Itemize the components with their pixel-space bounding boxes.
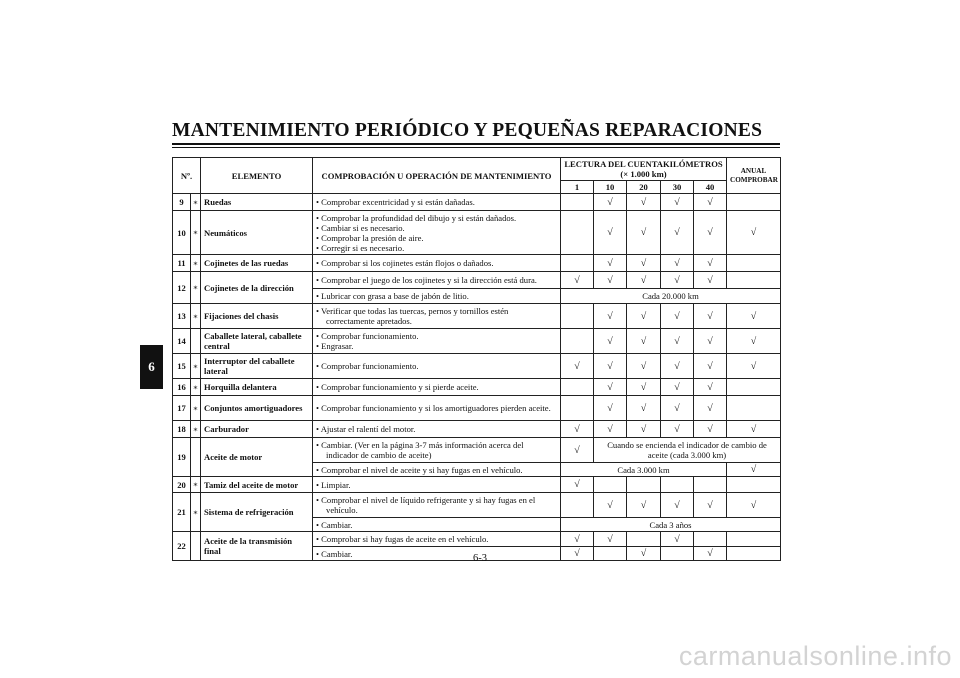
table-row [173, 329, 781, 354]
interval-check-cell: √ [627, 211, 661, 255]
operation-line: • Corregir si es necesario. [316, 243, 405, 254]
interval-check-cell [561, 211, 594, 255]
header-element: ELEMENTO [201, 158, 313, 194]
interval-check-cell [594, 477, 627, 493]
annual-check-cell [727, 532, 781, 547]
interval-check-cell: √ [661, 532, 694, 547]
item-number: 10 [173, 211, 191, 255]
table-row [173, 438, 781, 463]
interval-span-note: Cada 20.000 km [561, 289, 781, 304]
interval-check-cell [561, 255, 594, 272]
table-row [173, 493, 781, 518]
header-no: Nº. [173, 158, 201, 194]
check-operation [313, 477, 561, 493]
interval-check-cell: √ [661, 421, 694, 438]
header-check: COMPROBACIÓN U OPERACIÓN DE MANTENIMIENTO [313, 158, 561, 194]
item-number: 17 [173, 396, 191, 421]
interval-check-cell: √ [627, 354, 661, 379]
interval-check-cell: √ [661, 329, 694, 354]
header-km-40: 40 [694, 181, 727, 194]
star-mark: ∗ [191, 379, 201, 396]
item-element: Caballete lateral, caballete central [201, 329, 313, 354]
interval-check-cell: √ [694, 194, 727, 211]
check-operation [313, 354, 561, 379]
item-number: 14 [173, 329, 191, 354]
interval-check-cell: √ [594, 194, 627, 211]
annual-check-cell: √ [727, 493, 781, 518]
header-km-20: 20 [627, 181, 661, 194]
check-operation [313, 379, 561, 396]
check-operation [313, 532, 561, 547]
item-number: 9 [173, 194, 191, 211]
item-element: Horquilla delantera [201, 379, 313, 396]
interval-check-cell [694, 477, 727, 493]
operation-line: • Cambiar. [316, 519, 353, 530]
interval-check-cell: √ [694, 329, 727, 354]
interval-span-note: Cada 3.000 km [561, 463, 727, 477]
operation-line: • Comprobar la profundidad del dibujo y si están dañados. [316, 212, 517, 223]
interval-check-cell: √ [594, 255, 627, 272]
star-mark: ∗ [191, 194, 201, 211]
interval-check-cell: √ [627, 272, 661, 289]
interval-check-cell: √ [561, 354, 594, 379]
interval-check-cell: √ [561, 477, 594, 493]
interval-check-cell [627, 532, 661, 547]
interval-check-cell: √ [627, 493, 661, 518]
item-number: 11 [173, 255, 191, 272]
interval-check-cell: √ [661, 493, 694, 518]
item-number: 18 [173, 421, 191, 438]
chapter-tab: 6 [140, 345, 163, 389]
interval-check-cell [561, 493, 594, 518]
interval-check-cell: √ [694, 272, 727, 289]
table-row [173, 421, 781, 438]
star-mark: ∗ [191, 255, 201, 272]
annual-check-cell: √ [727, 463, 781, 477]
table-row [173, 477, 781, 493]
check-operation [313, 211, 561, 255]
table-row [173, 194, 781, 211]
table-row [173, 211, 781, 255]
header-odometer-unit: (× 1.000 km) [620, 169, 667, 180]
interval-check-cell: √ [694, 396, 727, 421]
interval-check-cell: √ [594, 354, 627, 379]
item-number: 16 [173, 379, 191, 396]
operation-line: • Verificar que todas las tuercas, pernos y tornillos estén correctamente apretados. [316, 306, 509, 327]
annual-check-cell [727, 255, 781, 272]
interval-check-cell: √ [627, 255, 661, 272]
maintenance-table [172, 157, 781, 561]
interval-check-cell: √ [594, 421, 627, 438]
check-operation [313, 289, 561, 304]
operation-line: • Comprobar el nivel de aceite y si hay fugas en el vehículo. [316, 464, 523, 475]
table-row [173, 379, 781, 396]
interval-check-cell: √ [594, 329, 627, 354]
operation-line: • Cambiar si es necesario. [316, 222, 405, 233]
title-rule-thin [172, 147, 780, 148]
item-number: 22 [173, 532, 191, 561]
page-title: MANTENIMIENTO PERIÓDICO Y PEQUEÑAS REPARACIONES [172, 120, 763, 141]
item-element: Neumáticos [201, 211, 313, 255]
interval-check-cell: √ [661, 194, 694, 211]
operation-line: • Limpiar. [316, 479, 351, 490]
page-number: 6-3 [473, 553, 487, 564]
header-odometer-label: LECTURA DEL CUENTAKILÓMETROS [564, 159, 723, 169]
operation-line: • Engrasar. [316, 341, 354, 352]
interval-check-cell: √ [627, 396, 661, 421]
check-operation [313, 396, 561, 421]
star-mark: ∗ [191, 477, 201, 493]
item-number: 21 [173, 493, 191, 532]
item-element: Fijaciones del chasis [201, 304, 313, 329]
interval-check-cell: √ [561, 547, 594, 561]
interval-check-cell: √ [694, 421, 727, 438]
interval-check-cell: √ [627, 329, 661, 354]
operation-line: • Comprobar funcionamiento y si los amortiguadores pierden aceite. [316, 403, 551, 414]
star-mark: ∗ [191, 493, 201, 532]
item-number: 13 [173, 304, 191, 329]
annual-check-cell [727, 272, 781, 289]
table-row [173, 532, 781, 547]
interval-check-cell: √ [694, 211, 727, 255]
annual-check-cell: √ [727, 329, 781, 354]
interval-check-cell: √ [561, 272, 594, 289]
interval-check-cell: √ [594, 272, 627, 289]
item-element: Aceite de motor [201, 438, 313, 477]
operation-line: • Comprobar la presión de aire. [316, 232, 424, 243]
star-mark: ∗ [191, 211, 201, 255]
interval-span-note: Cuando se encienda el indicador de cambio de aceite (cada 3.000 km) [594, 438, 781, 463]
operation-line: • Comprobar el nivel de líquido refrigerante y si hay fugas en el vehículo. [316, 495, 536, 516]
interval-check-cell: √ [594, 304, 627, 329]
annual-check-cell: √ [727, 304, 781, 329]
check-operation [313, 421, 561, 438]
check-operation [313, 194, 561, 211]
interval-check-cell: √ [627, 194, 661, 211]
interval-check-cell: √ [594, 532, 627, 547]
check-operation [313, 255, 561, 272]
interval-check-cell [561, 329, 594, 354]
header-km-10: 10 [594, 181, 627, 194]
operation-line: • Comprobar si los cojinetes están flojos o dañados. [316, 258, 494, 269]
interval-check-cell [561, 194, 594, 211]
interval-check-cell: √ [594, 396, 627, 421]
annual-check-cell [727, 379, 781, 396]
interval-check-cell: √ [594, 379, 627, 396]
check-operation [313, 463, 561, 477]
interval-check-cell: √ [661, 272, 694, 289]
operation-line: • Comprobar si hay fugas de aceite en el vehículo. [316, 534, 489, 545]
check-operation [313, 304, 561, 329]
header-annual-line2: COMPROBAR [730, 175, 778, 184]
interval-check-cell: √ [627, 421, 661, 438]
table-row [173, 396, 781, 421]
interval-check-cell: √ [627, 379, 661, 396]
item-number: 12 [173, 272, 191, 304]
item-element: Cojinetes de la dirección [201, 272, 313, 304]
interval-check-cell: √ [561, 438, 594, 463]
annual-check-cell [727, 477, 781, 493]
annual-check-cell [727, 396, 781, 421]
item-element: Conjuntos amortiguadores [201, 396, 313, 421]
interval-check-cell: √ [661, 396, 694, 421]
interval-check-cell: √ [694, 354, 727, 379]
interval-check-cell: √ [661, 379, 694, 396]
interval-check-cell: √ [694, 547, 727, 561]
interval-check-cell: √ [627, 304, 661, 329]
interval-check-cell: √ [627, 547, 661, 561]
item-number: 15 [173, 354, 191, 379]
interval-check-cell [627, 477, 661, 493]
star-mark: ∗ [191, 272, 201, 304]
table-row [173, 304, 781, 329]
item-element: Sistema de refrigeración [201, 493, 313, 532]
interval-check-cell [694, 532, 727, 547]
item-number: 20 [173, 477, 191, 493]
interval-check-cell [561, 379, 594, 396]
interval-span-note: Cada 3 años [561, 518, 781, 532]
operation-line: • Ajustar el ralentí del motor. [316, 424, 416, 435]
table-row [173, 255, 781, 272]
annual-check-cell [727, 194, 781, 211]
star-mark: ∗ [191, 354, 201, 379]
item-number: 19 [173, 438, 191, 477]
check-operation [313, 518, 561, 532]
interval-check-cell: √ [561, 532, 594, 547]
operation-line: • Comprobar funcionamiento. [316, 331, 419, 342]
interval-check-cell: √ [661, 354, 694, 379]
operation-line: • Comprobar el juego de los cojinetes y si la dirección está dura. [316, 275, 537, 286]
interval-check-cell [561, 396, 594, 421]
interval-check-cell: √ [694, 255, 727, 272]
interval-check-cell: √ [694, 493, 727, 518]
interval-check-cell [561, 304, 594, 329]
operation-line: • Cambiar. [316, 548, 353, 559]
interval-check-cell: √ [694, 304, 727, 329]
header-km-30: 30 [661, 181, 694, 194]
annual-check-cell: √ [727, 354, 781, 379]
interval-check-cell [661, 477, 694, 493]
interval-check-cell: √ [694, 379, 727, 396]
header-odometer [561, 158, 727, 181]
operation-line: • Comprobar excentricidad y si están dañadas. [316, 197, 475, 208]
check-operation [313, 272, 561, 289]
annual-check-cell: √ [727, 211, 781, 255]
star-mark [191, 329, 201, 354]
item-element: Carburador [201, 421, 313, 438]
operation-line: • Lubricar con grasa a base de jabón de litio. [316, 291, 469, 302]
item-element: Interruptor del caballete lateral [201, 354, 313, 379]
table-row [173, 272, 781, 289]
header-annual-line1: ANUAL [740, 167, 767, 176]
star-mark: ∗ [191, 421, 201, 438]
check-operation [313, 329, 561, 354]
table-body [173, 194, 781, 561]
star-mark: ∗ [191, 304, 201, 329]
header-km-1: 1 [561, 181, 594, 194]
table-row [173, 354, 781, 379]
operation-line: • Comprobar funcionamiento y si pierde aceite. [316, 382, 479, 393]
star-mark: ∗ [191, 396, 201, 421]
interval-check-cell: √ [561, 421, 594, 438]
operation-line: • Cambiar. (Ver en la página 3-7 más información acerca del indicador de cambio de aceite) [316, 440, 524, 461]
item-element: Ruedas [201, 194, 313, 211]
item-element: Cojinetes de las ruedas [201, 255, 313, 272]
check-operation [313, 493, 561, 518]
interval-check-cell: √ [661, 255, 694, 272]
item-element: Tamiz del aceite de motor [201, 477, 313, 493]
star-mark [191, 438, 201, 477]
operation-line: • Comprobar funcionamiento. [316, 361, 419, 372]
watermark: carmanualsonline.info [678, 641, 952, 671]
header-annual [727, 158, 781, 194]
title-rule [172, 143, 780, 145]
interval-check-cell: √ [594, 493, 627, 518]
interval-check-cell: √ [661, 304, 694, 329]
interval-check-cell: √ [661, 211, 694, 255]
check-operation [313, 438, 561, 463]
annual-check-cell: √ [727, 421, 781, 438]
item-element: Aceite de la transmisión final [201, 532, 313, 561]
interval-check-cell: √ [594, 211, 627, 255]
